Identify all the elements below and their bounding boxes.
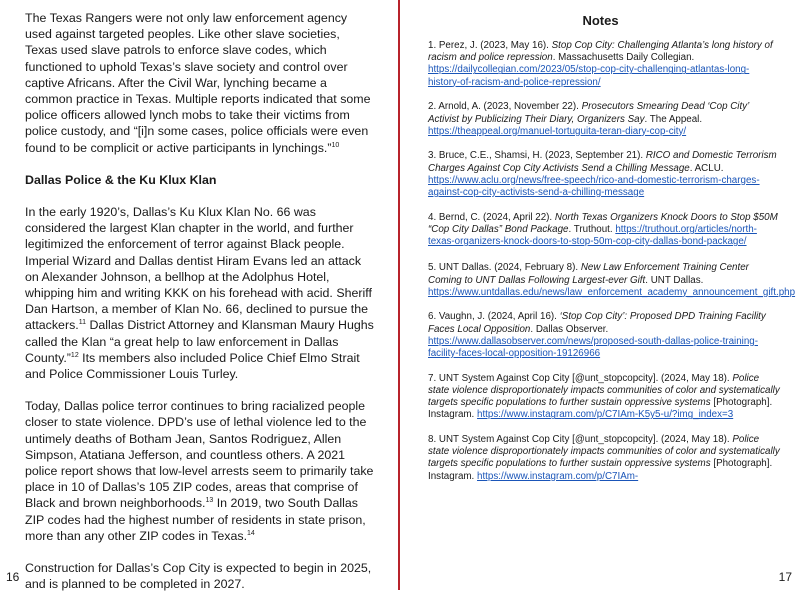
footnote-mark[interactable]: 11 (78, 319, 86, 327)
note-link[interactable]: https://theappeal.org/manuel-tortuguita-teran-diary-cop-city/ (428, 125, 687, 137)
note-item: 5. UNT Dallas. (2024, February 8). New Law Enforcement Training Center Coming to UNT Dallas Following Largest-ever Gift. UNT Dallas. https://www.untdallas.edu/news/law_enforcement_academy_announcement_gift.php (428, 262, 796, 298)
note-item: 8. UNT System Against Cop City [@unt_stopcopcity]. (2024, May 18). Police state violence disproportionately impacts communities of color and systematically targets specific populations to further sustain oppressive systems [Photograph]. Instagram. https://www.instagram.com/p/C7IAm- (428, 434, 780, 482)
note-item: 6. Vaughn, J. (2024, April 16). ‘Stop Cop City’: Proposed DPD Training Facility Faces Local Opposition. Dallas Observer. https://www.dallasobserver.com/news/proposed-south-dallas-police-training-facility-faces-local-opposition-19126966 (428, 311, 766, 360)
note-link[interactable]: https://www.dallasobserver.com/news/proposed-south-dallas-police-training-facility-faces-local-opposition-19126966 (428, 335, 758, 360)
footnote-mark[interactable]: 12 (70, 351, 79, 359)
paragraph-texas-rangers: The Texas Rangers were not only law enforcement agency used against targeted peoples. Like other slave societies, Texas used slave patrols to enforce slave codes, which functioned to uphold Texas’s slave society and control over captive Africans. After the Civil War, lynching became a common practice in Texas. Multiple reports indicated that some police officers allowed lynch mobs to take their victims from police custody, and “[i]n some cases, police officials were even found to be complicit or active participants in lynchings.”$^{10}$ (25, 11, 371, 155)
note-link[interactable]: https://www.aclu.org/news/free-speech/rico-and-domestic-terrorism-charges-against-cop-city-activists-send-a-chilling-message (428, 174, 760, 199)
note-item: 2. Arnold, A. (2023, November 22). Prosecutors Smearing Dead ‘Cop City’ Activist by Publicizing Their Diary, Organizers Say. The Appeal. https://theappeal.org/manuel-tortuguita-teran-diary-cop-city/ (428, 101, 749, 137)
paragraph-today: Today, Dallas police terror continues to bring racialized people closer to state violence. DPD’s use of lethal violence led to the untimely deaths of Botham Jean, Santos Rodriguez, Allen Simpson, Atatiana Jefferson, and countless others. A 2021 police report shows that low-level arrests seem to primarily take place in 10 of Dallas’s 105 ZIP codes, areas that comprise of Black and brown neighborhoods.$^{13}$ In 2019, two South Dallas ZIP codes had the highest number of residents in state prison, more than any other ZIP codes in Texas.$^{14}$ (25, 399, 374, 543)
footnote-mark[interactable]: 14 (247, 529, 255, 537)
footnote-mark[interactable]: 10 (331, 141, 340, 149)
note-link[interactable]: https://dailycollegian.com/2023/05/stop-cop-city-challenging-atlantas-long-history-of-racism-and-police-repression/ (428, 64, 750, 88)
left-body-text (25, 10, 375, 609)
paragraph-construction: Construction for Dallas’s Cop City is expected to begin in 2025, and is planned to be completed in 2027. (25, 561, 372, 592)
note-item: 1. Perez, J. (2023, May 16). Stop Cop City: Challenging Atlanta’s long history of racism and police repression. Massachusetts Daily Collegian. https://dailycollegian.com/2023/05/stop-cop-city-challenging-atlantas-long-history-of-racism-and-police-repression/ (428, 40, 773, 88)
note-item: 7. UNT System Against Cop City [@unt_stopcopcity]. (2024, May 18). Police state violence disproportionately impacts communities of color and systematically targets specific populations to further sustain oppressive systems [Photograph]. Instagram. https://www.instagram.com/p/C7IAm-K5y5-u/?img_index=3 (428, 372, 780, 421)
page-number-right: 17 (778, 570, 792, 584)
notes-title: Notes (582, 13, 619, 28)
note-link[interactable]: https://www.instagram.com/p/C7IAm- (477, 470, 639, 482)
note-link[interactable]: https://www.untdallas.edu/news/law_enforcement_academy_announcement_gift.php (428, 286, 796, 298)
paragraph-klan: In the early 1920’s, Dallas’s Ku Klux Klan No. 66 was considered the largest Klan chapter in the world, and further legitimized the enforcement of terror against Black people. Imperial Wizard and Dallas dentist Hiram Evans led an attack on Alexander Johnson, a bellhop at the Adolphus Hotel, whipping him and writing KKK on his forehead with acid. Sheriff Dan Hartson, a member of Klan No. 66, declined to pursue the attackers.$^{11}$ Dallas District Attorney and Klansman Maury Hughs called the Klan “a great help to law enforcement in Dallas County.”$^{12}$ Its members also included Police Chief Elmo Strait and Police Commissioner Louis Turley. (25, 205, 374, 382)
page-divider (398, 0, 400, 590)
notes-list (428, 40, 796, 495)
note-link[interactable]: https://truthout.org/articles/north-texas-organizers-knock-doors-to-stop-50m-cop-city-dallas-bond-package/ (428, 223, 757, 248)
footnote-mark[interactable]: 13 (205, 497, 214, 505)
note-item: 3. Bruce, C.E., Shamsi, H. (2023, September 21). RICO and Domestic Terrorism Charges Against Cop City Activists Send a Chilling Message. ACLU. https://www.aclu.org/news/free-speech/rico-and-domestic-terrorism-charges-against-cop-city-activists-send-a-chilling-message (428, 150, 777, 199)
left-page (0, 0, 398, 590)
note-link[interactable]: https://www.instagram.com/p/C7IAm-K5y5-u/?img_index=3 (477, 409, 734, 421)
note-item: 4. Bernd, C. (2024, April 22). North Texas Organizers Knock Doors to Stop $50M “Cop City Dallas” Bond Package. Truthout. https://truthout.org/articles/north-texas-organizers-knock-doors-to-stop-50m-cop-city-dallas-bond-package/ (428, 211, 778, 248)
page-number-left: 16 (6, 570, 20, 584)
right-page (401, 0, 800, 590)
section-heading: Dallas Police & the Ku Klux Klan (25, 172, 217, 187)
